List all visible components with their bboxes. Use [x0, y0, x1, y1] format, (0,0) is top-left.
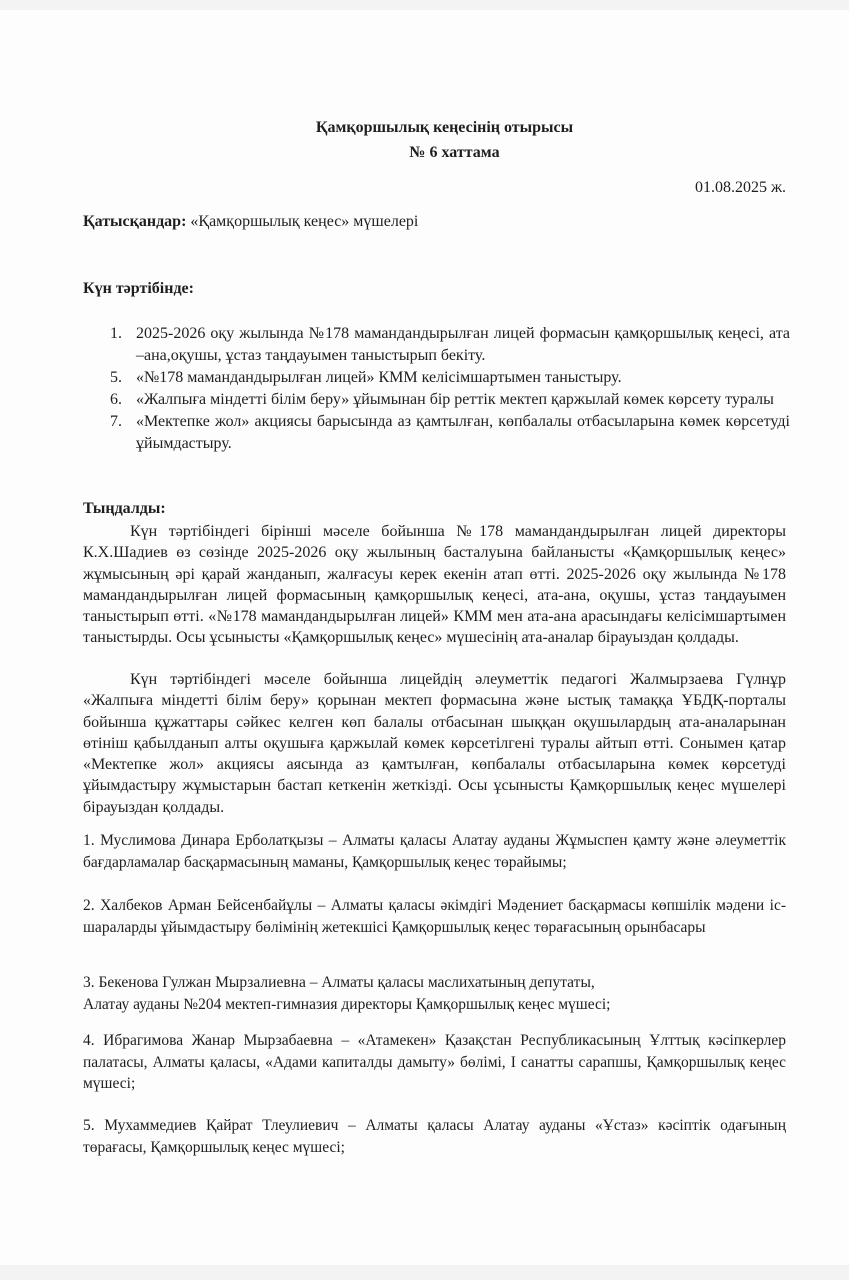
- document-page: [0, 10, 849, 1265]
- member-entry-line: Алатау ауданы №204 мектеп-гимназия директоры Қамқоршылық кеңес мүшесі;: [83, 995, 611, 1013]
- agenda-heading: Күн тәртібінде:: [83, 280, 194, 297]
- agenda-item-number: 6.: [110, 391, 122, 408]
- member-entry: 2. Халбеков Арман Бейсенбайұлы – Алматы қаласы әкімдігі Мәдениет басқармасы көпшілік мәдени іс-шараларды ұйымдастыру бөлімінің жетекшісі Қамқоршылық кеңес төрағасының орынбасары: [83, 897, 786, 936]
- member-entry-line: 3. Бекенова Гулжан Мырзалиевна – Алматы қаласы маслихатының депутаты,: [83, 974, 595, 991]
- agenda-list: [110, 323, 790, 455]
- agenda-item: [110, 323, 790, 367]
- agenda-item-text: «Жалпыға міндетті білім беру» ұйымынан бір реттік мектеп қаржылай көмек көрсету туралы: [136, 391, 774, 408]
- member-entry: 5. Мухаммедиев Қайрат Тлеулиевич – Алматы қаласы Алатау ауданы «Ұстаз» кәсіптік одағының төрағасы, Қамқоршылық кеңес мүшесі;: [83, 1117, 786, 1156]
- agenda-item-text: «Мектепке жол» акциясы барысында аз қамтылған, көпбалалы отбасыларына көмек көрсетуді ұйымдастыру.: [136, 413, 790, 452]
- agenda-item: [110, 367, 790, 389]
- document-title: Қамқоршылық кеңесінің отырысы: [315, 119, 574, 136]
- participants-line: [83, 213, 418, 231]
- heard-heading: Тыңдалды:: [83, 500, 166, 517]
- agenda-item: [110, 411, 790, 455]
- body-paragraph: Күн тәртібіндегі мәселе бойынша лицейдің әлеуметтік педагогі Жалмырзаева Гүлнұр «Жалпыға міндетті білім беру» қорынан мектеп формасына және ыстық тамаққа ҰБДҚ-порталы бойынша құжаттары сәйкес келген көп балалы отбасынан шыққан оқушылардың ата-аналарынан өтініш қабылданып алты оқушыға қаржылай көмек көрсетілгені туралы айтып өтті. Сонымен қатар «Мектепке жол» акциясы аясында аз қамтылған, көпбалалы отбасыларына көмек көрсетуді ұйымдастыру жұмыстарын бастап кеткенін жеткізді. Осы ұсынысты Қамқоршылық кеңес мүшелері бірауыздан қолдады.: [83, 671, 786, 816]
- protocol-number: № 6 хаттама: [409, 144, 500, 161]
- agenda-item: [110, 389, 790, 411]
- member-entry: 1. Муслимова Динара Ерболатқызы – Алматы қаласы Алатау ауданы Жұмыспен қамту және әлеуметтік бағдарламалар басқармасының маманы, Қамқоршылық кеңес төрайымы;: [83, 832, 786, 871]
- body-paragraph: Күн тәртібіндегі бірінші мәселе бойынша №178 мамандандырылған лицей директоры К.Х.Шадиев өз сөзінде 2025-2026 оқу жылының басталуына байланысты «Қамқоршылық кеңес» жұмысының әрі қарай жанданып, жалғасуы керек екенін атап өтті. 2025-2026 оқу жылында №178 мамандандырылған лицей формасының қамқоршылық кеңесі, ата-ана, оқушы, ұстаз таңдауымен таныстырып өтті. «№178 мамандандырылған лицей» КММ мен ата-ана арасындағы келісімшартымен таныстырды. Осы ұсынысты «Қамқоршылық кеңес» мүшесінің ата-аналар бірауыздан қолдады.: [83, 523, 786, 647]
- document-date: 01.08.2025 ж.: [694, 179, 786, 196]
- agenda-item-text: 2025-2026 оқу жылында №178 мамандандырылған лицей формасын қамқоршылық кеңесі, ата –ана,оқушы, ұстаз таңдауымен таныстырып бекіту.: [136, 325, 790, 364]
- member-entry: 4. Ибрагимова Жанар Мырзабаевна – «Атамекен» Қазақстан Республикасының Ұлттық кәсіпкерлер палатасы, Алматы қаласы, «Адами капиталды дамыту» бөлімі, І санатты сарапшы, Қамқоршылық кеңес мүшесі;: [83, 1032, 786, 1092]
- participants-value: «Қамқоршылық кеңес» мүшелері: [186, 213, 419, 230]
- member-entry: [83, 972, 786, 1015]
- agenda-item-number: 5.: [110, 369, 122, 386]
- agenda-item-number: 7.: [110, 413, 122, 430]
- agenda-item-text: «№178 мамандандырылған лицей» КММ келісімшартымен таныстыру.: [136, 369, 622, 386]
- participants-label: Қатысқандар:: [83, 213, 187, 230]
- agenda-item-number: 1.: [110, 325, 122, 342]
